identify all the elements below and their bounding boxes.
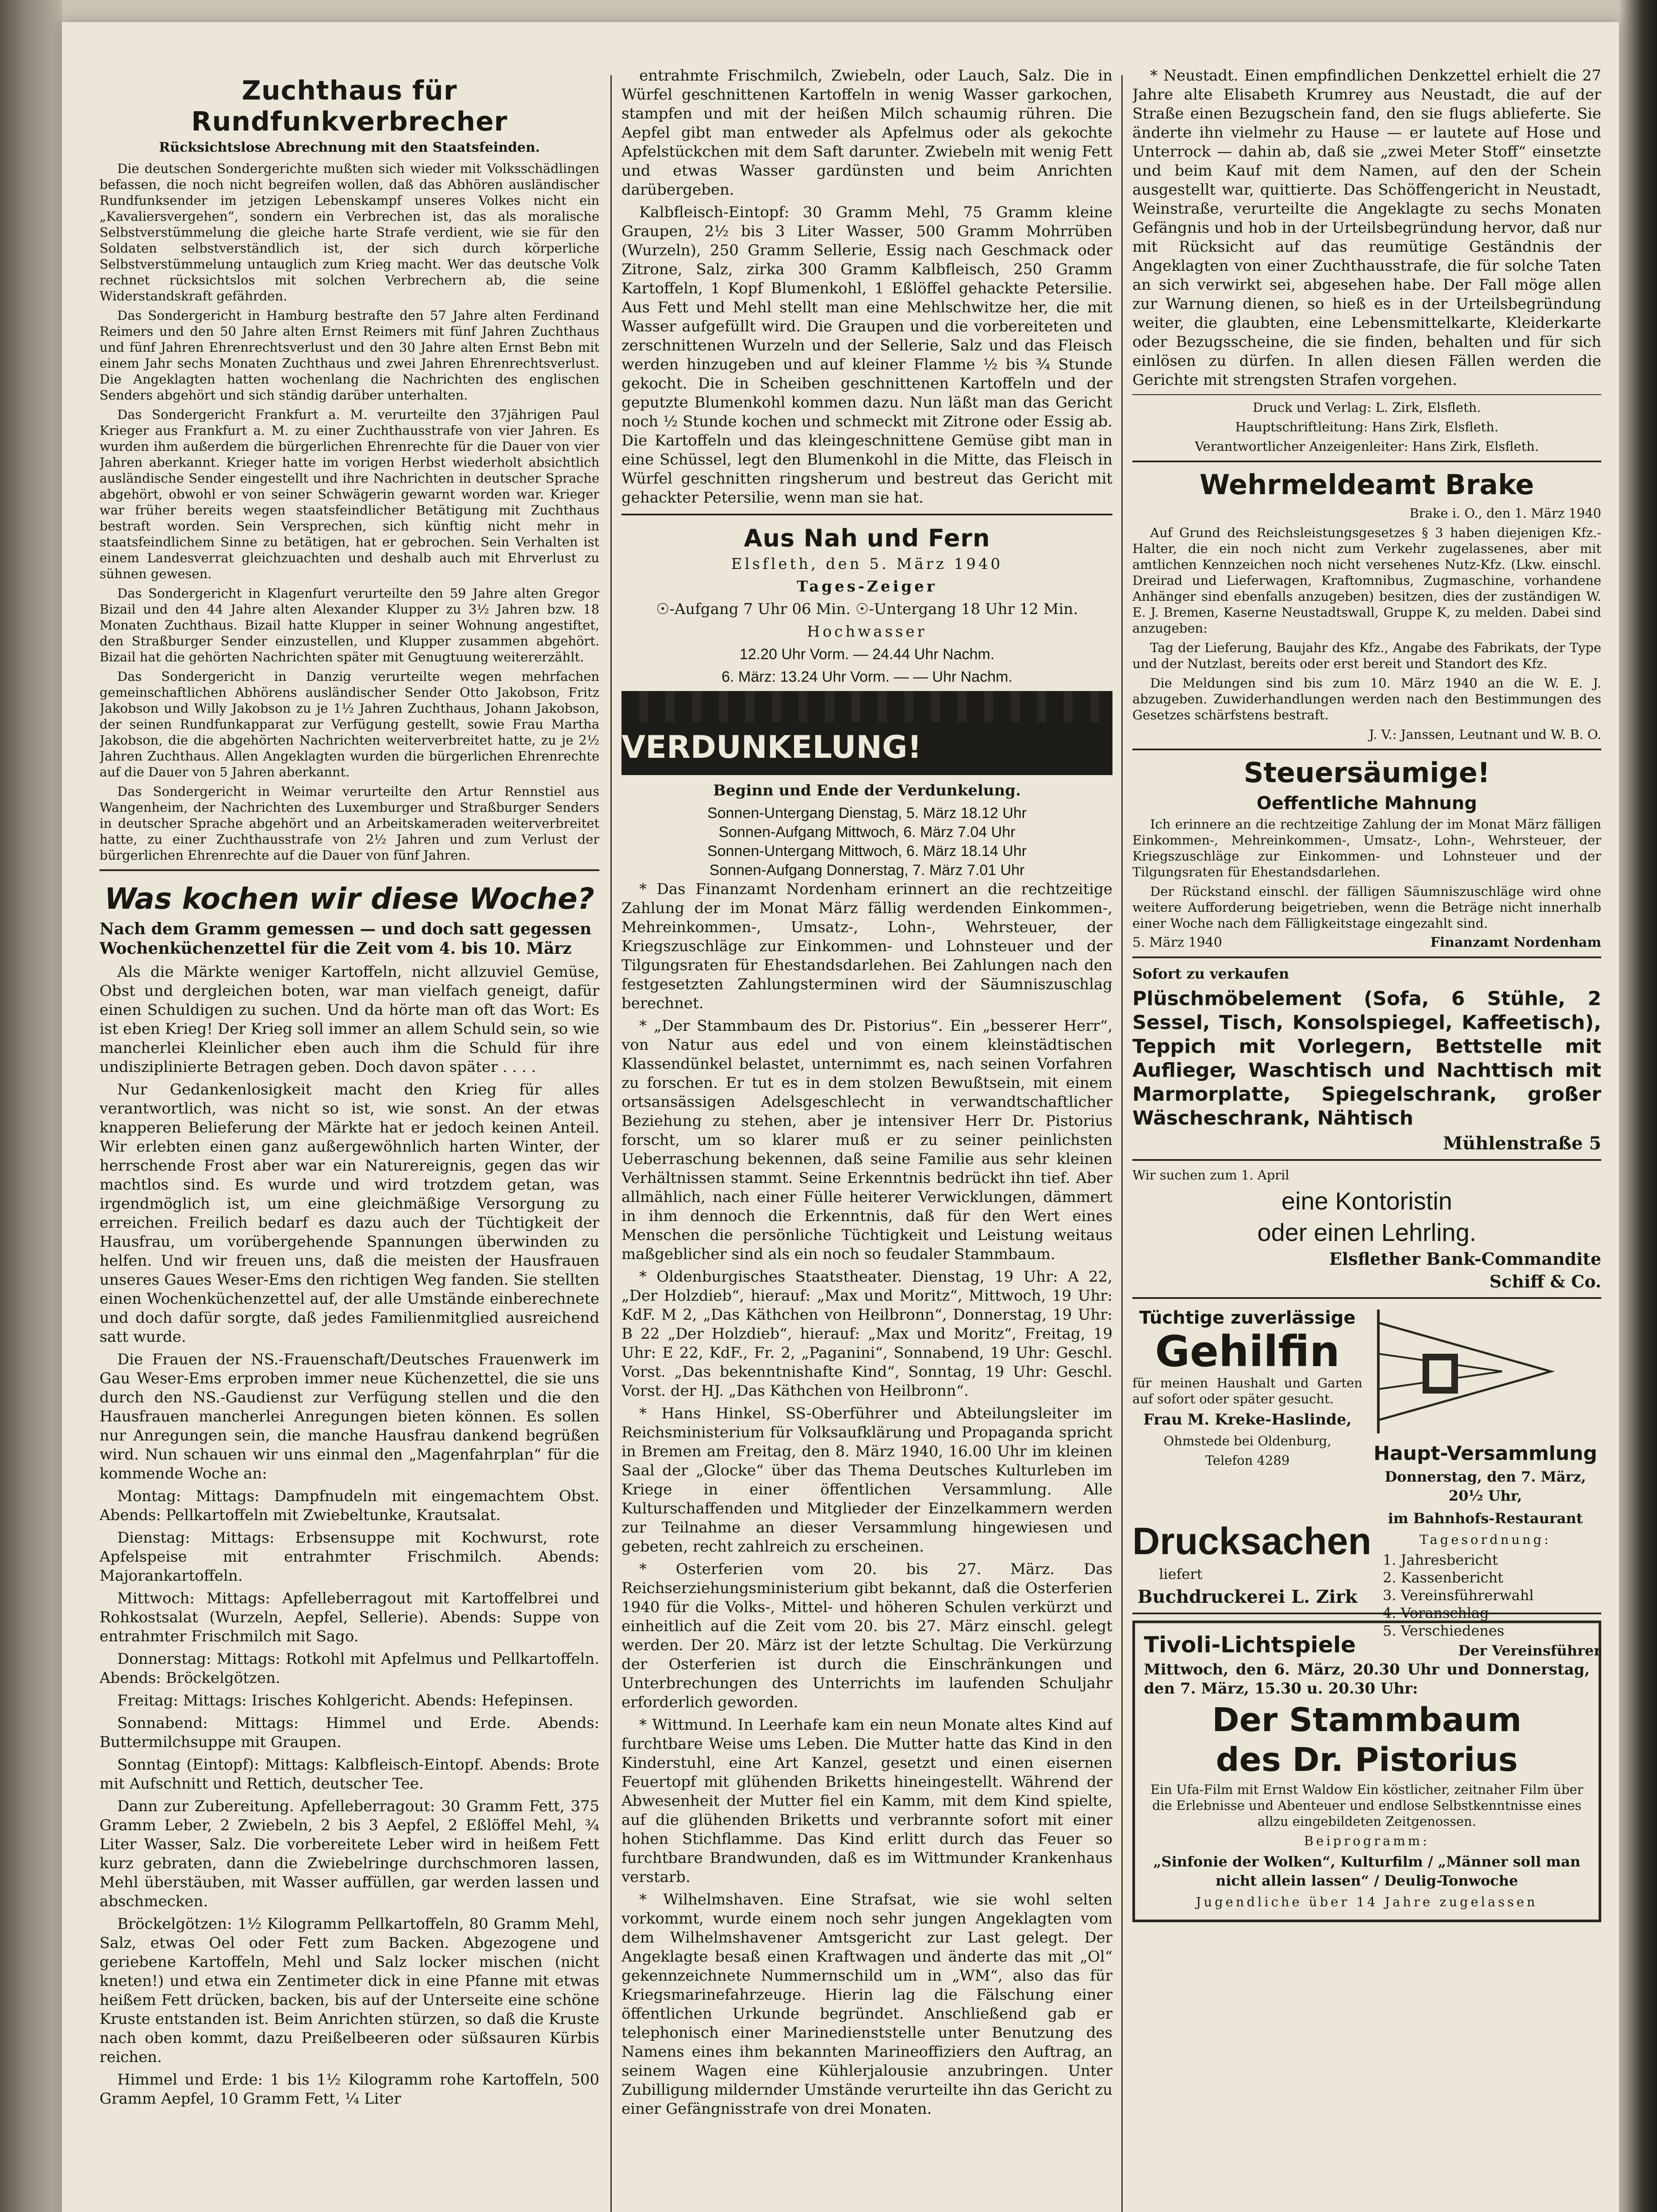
blackout-line: Sonnen-Aufgang Donnerstag, 7. März 7.01 Uhr bbox=[709, 862, 1025, 879]
paragraph: Das Sondergericht in Klagenfurt verurteilte den 59 Jahre alten Gregor Bizail und den 44 Jahre alten Alexander Klupper zu 3½ Jahren bzw. 18 Monaten Zuchthaus. Bizail hatte Klupper in seiner Wohnung angestiftet, den Straßburger Sender einzustellen, und Klupper zusammen abgehört. Bizail hat die gehörten Nachrichten später mit Genugtuung weitererzählt. bbox=[100, 586, 599, 664]
book-binding-edge bbox=[0, 0, 62, 2212]
ad-text: Wir suchen zum 1. April bbox=[1132, 1167, 1289, 1183]
article-body bbox=[100, 963, 599, 2108]
ad-title: Steuersäumige! bbox=[1243, 757, 1490, 789]
paragraph: Kalbfleisch-Eintopf: 30 Gramm Mehl, 75 Gramm kleine Graupen, 2½ bis 3 Liter Wasser, 500 Gramm Mohrrüben (Wurzeln), 250 Gramm Sellerie, Essig nach Geschmack oder Zitrone, Salz, zirka 300 Gramm Kalbfleisch, 250 Gramm Kartoffeln, 1 Kopf Blumenkohl, 1 Eßlöffel gehackte Petersilie. Aus Fett und Mehl stellt man eine Mehlschwitze her, die mit Wasser aufgefüllt wird. Die Graupen und die vorbereiteten und zerschnittenen Wurzeln und der Sellerie, Salz und das Fleisch werden hinzugeben und auf kleiner Flamme ½ bis ¾ Stunde gekocht. Die in Scheiben geschnittenen Kartoffeln und der geputzte Blumenkohl kommen dazu. Nun läßt man das Gericht noch ½ Stunde kochen und schmeckt mit Zitrone oder Essig ab. Die Kartoffeln und das kleingeschnittene Gemüse gibt man in eine Schüssel, legt den Blumenkohl in die Mitte, das Fleisch in Würfel geschnitten ringsherum und bestreut das Gericht mit gehackter Petersilie, wenn man sie hat. bbox=[621, 204, 1112, 507]
blackout-line: Sonnen-Untergang Dienstag, 5. März 18.12 Uhr bbox=[707, 805, 1027, 822]
paragraph: Freitag: Mittags: Irisches Kohlgericht. Abends: Hefepinsen. bbox=[117, 1692, 573, 1709]
divider bbox=[1132, 461, 1601, 462]
section-title: Aus Nah und Fern bbox=[744, 524, 990, 552]
film-title: Der Stammbaum bbox=[1212, 1701, 1522, 1739]
local-news bbox=[621, 880, 1112, 2119]
blackout-banner bbox=[621, 691, 1112, 775]
paragraph: Das Sondergericht in Danzig verurteilte wegen mehrfachen gemeinschaftlichen Abhörens ausländischer Sender Otto Jakobson, Fritz Jakobson und Willy Jakobson zu je 1½ Jahren Zuchthaus, Johann Jakobson, der seinen Rundfunkapparat zur Verfügung gestellt, sowie Frau Martha Jakobson, die die abgehörten Nachrichten weiterverbreitet hatte, zu je 2½ Jahren Zuchthaus. Allen Angeklagten wurden die bürgerlichen Ehrenrechte auf die Dauer von 5 Jahren aberkannt. bbox=[100, 669, 599, 780]
dateline: Elsfleth, den 5. März 1940 bbox=[731, 555, 1003, 573]
article-title: Zuchthaus für Rundfunkverbrecher bbox=[191, 75, 508, 137]
paragraph: * Oldenburgisches Staatstheater. Dienstag, 19 Uhr: A 22, „Der Holzdieb“, hierauf: „Max und Moritz“, Mittwoch, 19 Uhr: KdF. M 2, „Das Käthchen von Heilbronn“, Donnerstag, 19 Uhr: B 22 „Der Holzdieb“, hierauf: „Max und Moritz“, Freitag, 19 Uhr: E 22, KdF., Fr. 2, „Paganini“, Sonnabend, 19 Uhr: Geschl. Vorst. „Das bekenntnishafte Kind“, Sonntag, 19 Uhr: Geschl. Vorst. der HJ. „Das Käthchen von Heilbronn“. bbox=[621, 1268, 1112, 1400]
paragraph: Die deutschen Sondergerichte mußten sich wieder mit Volksschädlingen befassen, die noch nicht begreifen wollen, daß das Abhören ausländischer Rundfunksender im jetzigen Lebenskampf unseres Volkes nicht ein „Kavaliersvergehen“, sondern ein Verbrechen ist, das als moralische Selbstverstümmelung die gleiche harte Strafe verdient, wie sie für den Soldaten selbstverständlich ist, der sich durch körperliche Selbstverstümmelung untauglich zum Krieg macht. Wer das deutsche Volk rechnet rücksichtslos mit solchen Verbrechern ab, die seine Widerstandskraft gefährden. bbox=[100, 161, 599, 303]
ad-where: im Bahnhofs-Restaurant bbox=[1388, 1510, 1583, 1527]
paragraph: Das Sondergericht Frankfurt a. M. verurteilte den 37jährigen Paul Krieger aus Frankfurt a. M. zu einer Zuchthausstrafe von vier Jahren. Es wurden ihm außerdem die bürgerlichen Ehrenrechte für die Dauer von vier Jahren aberkannt. Krieger hatte im vorigen Herbst wiederholt absichtlich ausländische Sender eingestellt und ihre Nachrichten in deutscher Sprache abgehört, obwohl er von seiner Schwägerin gewarnt worden war. Krieger war früher bereits wegen staatsfeindlicher Betätigung mit Zuchthaus bestraft worden. Sein Versprechen, sich künftig nicht mehr in staatsfeindlichem Sinne zu betätigen, hat er gebrochen. Sein Verhalten ist einem Landesverrat gleichzuachten und deshalb auch mit Ehrverlust zu sühnen gewesen. bbox=[100, 407, 599, 581]
article-subtitle: Rücksichtslose Abrechnung mit den Staatsfeinden. bbox=[159, 140, 540, 155]
pennant-flag-icon bbox=[1369, 1305, 1555, 1438]
paragraph: Bröckelgötzen: 1½ Kilogramm Pellkartoffeln, 80 Gramm Mehl, Salz, etwas Oel oder Fett zum Backen. Abgezogene und geriebene Kartoffeln, Mehl und Salz locker mischen (nicht kneten!) und etwa ein Zentimeter dick in eine Pfanne mit etwas heißem Fett drücken, backen, bis auf der Unterseite eine schöne Kruste entstanden ist. Beim Anrichten stürzen, so daß die Kruste nach oben kommt, dazu Preißelbeeren oder süßsauren Kürbis reichen. bbox=[100, 1915, 599, 2066]
hochwasser-heading: Hochwasser bbox=[807, 623, 927, 641]
ad-title: Tivoli-Lichtspiele bbox=[1144, 1632, 1356, 1658]
paragraph: Mittwoch: Mittags: Apfelleberragout mit Kartoffelbrei und Rohkostsalat (Wurzeln, Aepfel, Sellerie). Abends: Suppe von entrahmter Frischmilch mit Sago. bbox=[100, 1590, 599, 1645]
column-divider bbox=[1121, 75, 1123, 2212]
agenda-item: 1. Jahresbericht bbox=[1383, 1551, 1498, 1568]
ad-text: Der Rückstand einschl. der fälligen Säumniszuschläge wird ohne weitere Aufforderung beigetrieben, wenn die Beträge nicht innerhalb einer Woche nach dem Fälligkeitstage eingezahlt sind. bbox=[1132, 884, 1601, 931]
paragraph: Donnerstag: Mittags: Rotkohl mit Apfelmus und Pellkartoffeln. Abends: Bröckelgötzen. bbox=[100, 1650, 599, 1687]
beiprogramm-heading: Beiprogramm: bbox=[1304, 1833, 1430, 1848]
article-title: Was kochen wir diese Woche? bbox=[104, 882, 595, 916]
agenda-item: 2. Kassenbericht bbox=[1383, 1569, 1504, 1586]
blackout-line: Sonnen-Aufgang Mittwoch, 6. März 7.04 Uhr bbox=[718, 824, 1016, 841]
tivoli-ad bbox=[1132, 1621, 1601, 1922]
paragraph: Himmel und Erde: 1 bis 1½ Kilogramm rohe Kartoffeln, 500 Gramm Aepfel, 10 Gramm Fett, ¼ Liter bbox=[100, 2071, 599, 2108]
ad-text: oder einen Lehrling. bbox=[1257, 1218, 1477, 1246]
divider bbox=[621, 514, 1112, 515]
paragraph: * Das Finanzamt Nordenham erinnert an die rechtzeitige Zahlung der im Monat März fällig werdenden Einkommen-, Mehreinkommen-, Umsatz-, Lohn-, Wehrsteuer, der Kriegszuschläge zur Einkommen- und Lohnsteuer und der Tilgungsraten für Ehestandsdarlehen. Bei Zahlungen nach den festgesetzten Zahlungsterminen wird der Säumniszuschlag berechnet. bbox=[621, 880, 1112, 1012]
ad-address: Mühlenstraße 5 bbox=[1443, 1133, 1601, 1154]
ad-date: 5. März 1940 bbox=[1132, 935, 1222, 950]
ad-when: Donnerstag, den 7. März, 20½ Uhr, bbox=[1385, 1468, 1586, 1504]
ad-heading: Sofort zu verkaufen bbox=[1132, 965, 1289, 982]
column-divider bbox=[610, 75, 612, 2212]
ad-firm: Schiff & Co. bbox=[1489, 1271, 1601, 1291]
ad-firm: Buchdruckerei L. Zirk bbox=[1137, 1586, 1358, 1607]
imprint-line: Hauptschriftleitung: Hans Zirk, Elsfleth. bbox=[1235, 419, 1499, 434]
ad-signature: J. V.: Janssen, Leutnant und W. B. O. bbox=[1369, 727, 1601, 742]
beiprogramm: „Sinfonie der Wolken“, Kulturfilm / „Männer soll man nicht allein lassen“ / Deulig-Tonwoche bbox=[1153, 1853, 1580, 1889]
divider bbox=[100, 869, 599, 871]
tageszeiger-heading: Tages-Zeiger bbox=[797, 578, 937, 595]
age-note: Jugendliche über 14 Jahre zugelassen bbox=[1196, 1894, 1538, 1909]
paragraph: Dann zur Zubereitung. Apfelleberragout: 30 Gramm Fett, 375 Gramm Leber, 2 Zwiebeln, 2 bis 3 Aepfel, 2 Eßlöffel Mehl, ¾ Liter Wasser, Salz. Die vorbereitete Leber wird in heißem Fett kurz gebraten, dann die Zwiebelringe durchschmoren lassen, Mehl überstäuben, mit Wasser auffüllen, gar werden lassen und abschmecken. bbox=[100, 1797, 599, 1910]
news-item: * Neustadt. Einen empfindlichen Denkzettel erhielt die 27 Jahre alte Elisabeth Krumrey aus Neustadt, die auf der Straße einen Bezugschein fand, den sie flugs ablieferte. Sie änderte ihn vielmehr zu Hause — er lautete auf Hose und Unterrock — dahin ab, daß sie „zwei Meter Stoff“ einsetzte und beim Kauf mit dem Namen, auf den der Schein ausgestellt war, quittierte. Das Schöffengericht in Neustadt, Weinstraße, verurteilte die Angeklagte zu sechs Monaten Gefängnis und hob in der Urteilsbegründung hervor, daß nur mit Rücksicht auf das reumütige Geständnis der Angeklagten von einer Zuchthausstrafe, die für solche Taten an sich verwirkt sei, abgesehen habe. Der Fall möge allen zur Warnung dienen, so hieß es in der Urteilsbegründung weiter, die glaubten, eine Lebensmittelkarte, Kleiderkarte oder Bezugsscheine, die sie finden, behalten und für sich einlösen zu dürfen. In allen diesen Fällen werden die Gerichte mit strengsten Strafen vorgehen. bbox=[1132, 67, 1601, 389]
paragraph: * Wilhelmshaven. Eine Strafsat, wie sie wohl selten vorkommt, wurde einem noch sehr jungen Angeklagten vom dem Wilhelmshavener Amtsgericht zur Last gelegt. Der Angeklagte besaß einen Kraftwagen und änderte das mit „Ol“ gekennzeichnete Nummernschild um in „WM“, also das für Kriegsmarinefahrzeuge. Hierin lag die Fälschung einer öffentlichen Urkunde begründet. Anschließend gab er telephonisch einer Marinedienststelle unter Benutzung des Namens eines ihm bekannten Marineoffiziers den Auftrag, an seinem Wagen eine Kühlerjalousie anzubringen. Unter Zubilligung mildernder Umstände verurteilte ihn das Gericht zu einer Gefängnisstrafe von drei Monaten. bbox=[621, 1891, 1112, 2118]
paragraph: Die Frauen der NS.-Frauenschaft/Deutsches Frauenwerk im Gau Weser-Ems erproben immer neue Küchenzettel, die sie uns durch den NS.-Gaudienst zur Verfügung stellen und die den Hausfrauen mancherlei Anregungen bieten können. Es sollen nur Anregungen sein, die manche Hausfrau dankend begrüßen wird. Nun schauen wir uns einmal den „Magenfahrplan“ für die kommende Woche an: bbox=[100, 1351, 599, 1482]
film-title: des Dr. Pistorius bbox=[1216, 1741, 1518, 1779]
ad-title: Wehrmeldeamt Brake bbox=[1199, 469, 1534, 501]
paragraph: Das Sondergericht in Weimar verurteilte den Artur Rennstiel aus Wangenheim, der Nachrichten des Luxemburger und Straßburger Senders in deutscher Sprache abgehört und an Arbeitskameraden weiterverbreitet hatte, zu einer Zuchthausstrafe von 2½ Jahren und zum Verlust der bürgerlichen Ehrenrechte auf die Dauer von fünf Jahren. bbox=[100, 784, 599, 863]
article-body bbox=[621, 66, 1112, 507]
hochwasser-line: 12.20 Uhr Vorm. — 24.44 Uhr Nachm. bbox=[739, 646, 995, 663]
ad-text: liefert bbox=[1159, 1566, 1203, 1582]
sun-times: ☉-Aufgang 7 Uhr 06 Min. ☉-Untergang 18 Uhr 12 Min. bbox=[656, 600, 1078, 618]
gehilfin-ad bbox=[1132, 1305, 1372, 1664]
paragraph: Nur Gedankenlosigkeit macht den Krieg für alles verantwortlich, was nicht so ist, wie sonst. An der etwas knapperen Belieferung der Märkte hat er jedoch keinen Anteil. Wir erlebten einen ganz außergewöhnlich harten Winter, der herrschende Frost aber war ein Naturereignis, gegen das wir machtlos sind. Es wurde und wird trotzdem getan, was irgendmöglich ist, um eine gleichmäßige Versorgung zu erreichen. Freilich bedarf es dazu auch der Tüchtigkeit der Hausfrau, um vorübergehende Spannungen überwinden zu helfen. Und wir freuen uns, daß die meisten der Hausfrauen unseres Gaues Weser-Ems den richtigen Weg fanden. Sie stellten einen Wochenküchenzettel auf, der alle Umstände einberechnete und doch dafür sorgte, daß jedes Familienmitglied ausreichend satt wurde. bbox=[100, 1081, 599, 1346]
imprint-line: Verantwortlicher Anzeigenleiter: Hans Zirk, Elsfleth. bbox=[1195, 439, 1539, 454]
ad-signature: Der Vereinsführer bbox=[1458, 1642, 1601, 1659]
ad-footer bbox=[1132, 935, 1601, 950]
banner-text: VERDUNKELUNG! bbox=[621, 729, 922, 765]
versammlung-ad bbox=[1369, 1305, 1601, 1664]
agenda-list bbox=[1369, 1551, 1601, 1640]
paragraph: * „Der Stammbaum des Dr. Pistorius“. Ein „besserer Herr“, von Natur aus edel und von einem kleinstädtischen Klassendünkel belastet, unternimmt es, nach seinen Vorfahren zu forschen. Er tut es in dem stolzen Bewußtsein, mit einem ortsansässigen Adelsgeschlecht in verwandtschaftlicher Beziehung zu stehen, aber je intensiver Herr Dr. Pistorius forscht, um so klarer muß er zu seiner peinlichsten Ueberraschung bekennen, daß seine Familie aus sehr kleinen Verhältnissen stammt. Seine Erkenntnis bedrückt ihn tief. Aber allmählich, nach einer Fülle heiterer Verwicklungen, dämmert in ihm dennoch die Erkenntnis, daß für den Wert eines Menschen die persönliche Tüchtigkeit und Leistung weitaus maßgeblicher sind als ein noch so feudaler Stammbaum. bbox=[621, 1017, 1112, 1263]
agenda-title: Tagesordnung: bbox=[1419, 1532, 1551, 1547]
paragraph: * Osterferien vom 20. bis 27. März. Das Reichserziehungsministerium gibt bekannt, daß die Osterferien 1940 für die Volks-, Mittel- und höheren Schulen verkürzt und einheitlich auf die Zeit vom 20. bis 27. März einschl. gelegt werden. Der 20. März ist der letzte Schultag. Die Verkürzung der Osterferien ist durch die Einschränkungen und Unterbrechungen des Unterrichts im laufenden Schuljahr erforderlich geworden. bbox=[621, 1560, 1112, 1711]
paragraph: Montag: Mittags: Dampfnudeln mit eingemachtem Obst. Abends: Pellkartoffeln mit Zwiebeltunke, Krautsalat. bbox=[100, 1487, 599, 1524]
ad-date: Brake i. O., den 1. März 1940 bbox=[1409, 506, 1601, 521]
ad-name: Frau M. Kreke-Haslinde, bbox=[1143, 1411, 1352, 1429]
ad-text: Die Meldungen sind bis zum 10. März 1940 an die W. E. J. abzugeben. Zuwiderhandlungen werden nach den Bestimmungen des Gesetzes schärfstens bestraft. bbox=[1132, 676, 1601, 722]
paragraph: * Wittmund. In Leerhafe kam ein neun Monate altes Kind auf furchtbare Weise ums Leben. Die Mutter hatte das Kind in den Kinderstuhl, eine Art Kanzel, gesetzt und einen eisernen Feuertopf mit glühenden Briketts hineingestellt. Während der Abwesenheit der Mutter fiel ein Kamm, mit dem Kind spielte, auf die glühenden Briketts und verbrannte sofort mit einer hohen Stichflamme. Das Kind erlitt durch das Feuer so furchtbare Brandwunden, daß es im Wittmunder Krankenhaus verstarb. bbox=[621, 1716, 1112, 1886]
scan-right-edge bbox=[1619, 0, 1657, 2212]
ad-text: Tüchtige zuverlässige bbox=[1139, 1308, 1356, 1328]
ad-row bbox=[1132, 1305, 1601, 1664]
paragraph: Sonnabend: Mittags: Himmel und Erde. Abends: Buttermilchsuppe mit Graupen. bbox=[100, 1714, 599, 1751]
paragraph: Als die Märkte weniger Kartoffeln, nicht allzuviel Gemüse, Obst und dergleichen boten, war man vielfach geneigt, dafür einen Schuldigen zu suchen. Und da hörte man oft das Wort: Es ist eben Krieg! Der Krieg soll immer an allem Schuld sein, so wie mancherlei Kleinlicher eben auch ihm die Schuld für ihre undisziplinierte Betragen geben. Doch davon später . . . . bbox=[100, 963, 599, 1076]
article-body bbox=[100, 161, 599, 863]
skyline-illustration bbox=[621, 691, 1112, 722]
film-description: Ein Ufa-Film mit Ernst Waldow Ein köstlicher, zeitnaher Film über die Erlebnisse und Abenteuer und endlose Selbstkenntnisse eines allzu eingebildeten Zeitgenossen. bbox=[1150, 1782, 1584, 1829]
imprint-line: Druck und Verlag: L. Zirk, Elsfleth. bbox=[1253, 400, 1481, 415]
paragraph: Sonntag (Eintopf): Mittags: Kalbfleisch-Eintopf. Abends: Brote mit Aufschnitt und Rettich, deutscher Tee. bbox=[100, 1756, 599, 1793]
ad-text: Plüschmöbelement (Sofa, 6 Stühle, 2 Sessel, Tisch, Konsolspiegel, Kaffeetisch), Teppich mit Vorlegern, Bettstelle mit Auflieger, Waschtisch und Nachttisch mit Marmorplatte, Spiegelschrank, großer Wäscheschrank, Nähtisch bbox=[1132, 987, 1601, 1129]
column-3 bbox=[1132, 66, 1601, 2212]
agenda-item: 4. Voranschlag bbox=[1383, 1605, 1489, 1621]
agenda-item: 5. Verschiedenes bbox=[1383, 1622, 1504, 1639]
ad-title: Haupt-Versammlung bbox=[1373, 1442, 1597, 1465]
divider bbox=[1132, 956, 1601, 958]
column-2 bbox=[621, 66, 1112, 2212]
ad-text: für meinen Haushalt und Garten auf sofort oder später gesucht. bbox=[1132, 1375, 1362, 1406]
ad-text: Tag der Lieferung, Baujahr des Kfz., Angabe des Fabrikats, der Type und der Nutzlast, bereits oder erst bereit und Standort des Kfz. bbox=[1132, 640, 1601, 671]
ad-title: Drucksachen bbox=[1132, 1520, 1372, 1563]
divider bbox=[1132, 1297, 1601, 1299]
ad-place: Ohmstede bei Oldenburg, bbox=[1163, 1433, 1331, 1448]
ad-phone: Telefon 4289 bbox=[1205, 1453, 1290, 1468]
paragraph: Das Sondergericht in Hamburg bestrafte den 57 Jahre alten Ferdinand Reimers und den 50 Jahre alten Ernst Reimers mit fünf Jahren Zuchthaus und fünf Jahren Ehrenrechtsverlust und den 30 Jahre alten Ernst Bebn mit einem Jahr sechs Monaten Zuchthaus und zwei Jahren Ehrenrechtsverlust. Die Angeklagten hatten wochenlang die Nachrichten des englischen Senders abgehört und sich ständig darüber unterhalten. bbox=[100, 308, 599, 403]
divider bbox=[1132, 1159, 1601, 1161]
ad-text: Auf Grund des Reichsleistungsgesetzes § 3 haben diejenigen Kfz.-Halter, die ein noch nicht zum Verkehr zugelassenes, aber mit amtlichen Kennzeichen noch nicht versehenes Nutz-Kfz. (Lkw. einschl. Dreirad und Lieferwagen, Kraftomnibus, Zugmaschine, vorhandene Anhänger sind ebenfalls anzugeben) besitzen, dies der zuständigen W. E. J. Bremen, Kaserne Neustadtswall, Gruppe K, zu melden. Dabei sind anzugeben: bbox=[1132, 525, 1601, 636]
blackout-title: Beginn und Ende der Verdunkelung. bbox=[713, 782, 1021, 799]
ad-subtitle: Oeffentliche Mahnung bbox=[1256, 793, 1477, 814]
ad-text: eine Kontoristin bbox=[1281, 1187, 1452, 1215]
blackout-line: Sonnen-Untergang Mittwoch, 6. März 18.14 Uhr bbox=[707, 843, 1027, 860]
blackout-times bbox=[621, 804, 1112, 880]
agenda-item: 3. Vereinsführerwahl bbox=[1383, 1587, 1534, 1604]
ad-text: Ich erinnere an die rechtzeitige Zahlung der im Monat März fälligen Einkommen-, Mehreinkommen-, Umsatz-, Lohn-, Wehrsteuer, der Kriegszuschläge zur Einkommen- und Lohnsteuer und der Tilgungsraten für Ehestandsdarlehen. bbox=[1132, 817, 1601, 879]
ad-firm: Elsflether Bank-Commandite bbox=[1329, 1249, 1601, 1269]
paragraph: * Hans Hinkel, SS-Oberführer und Abteilungsleiter im Reichsministerium für Volksaufklärung und Propaganda spricht in Bremen am Freitag, den 8. März 1940, 16.00 Uhr im kleinen Saal der „Glocke“ über das Thema Deutsches Kulturleben im Kriege in einer öffentlichen Versammlung. Alle Kulturschaffenden und Mitglieder der Einzelkammern werden zur Teilnahme an dieser Versammlung hingewiesen und gebeten, recht zahlreich zu erscheinen. bbox=[621, 1405, 1112, 1555]
paragraph: entrahmte Frischmilch, Zwiebeln, oder Lauch, Salz. Die in Würfel geschnittenen Kartoffeln in wenig Wasser garkochen, stampfen und mit der heißen Milch schaumig rühren. Die Aepfel gibt man entweder als Apfelmus oder als gekochte Apfelstückchen mit dem Saft darunter. Zwiebeln mit wenig Fett und etwas Wasser gardünsten und beim Anrichten darübergeben. bbox=[621, 67, 1112, 199]
paragraph: Dienstag: Mittags: Erbsensuppe mit Kochwurst, rote Apfelspeise mit entrahmter Frischmilch. Abends: Majorankartoffeln. bbox=[100, 1529, 599, 1585]
divider bbox=[1132, 749, 1601, 750]
divider bbox=[1132, 394, 1601, 395]
article-subtitle: Nach dem Gramm gemessen — und doch satt gegessen Wochenküchenzettel für die Zeit vom 4. bis 10. März bbox=[100, 920, 592, 958]
ad-title: Gehilfin bbox=[1155, 1327, 1340, 1376]
column-1 bbox=[100, 66, 599, 2212]
ad-office: Finanzamt Nordenham bbox=[1430, 935, 1601, 950]
hochwasser-line: 6. März: 13.24 Uhr Vorm. — — Uhr Nachm. bbox=[721, 668, 1013, 685]
ad-when: Mittwoch, den 6. März, 20.30 Uhr und Donnerstag, den 7. März, 15.30 u. 20.30 Uhr: bbox=[1144, 1661, 1590, 1697]
